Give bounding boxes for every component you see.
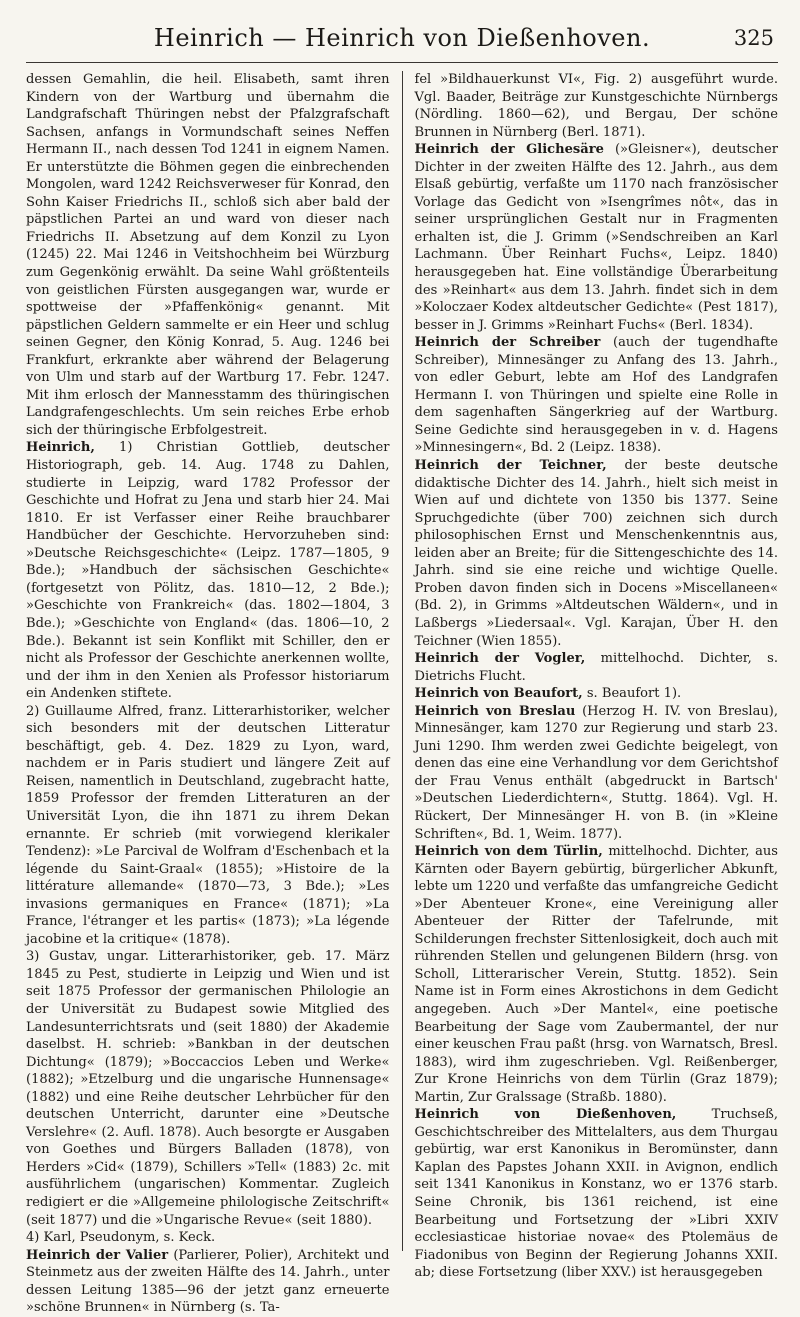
- paragraph-text: (»Gleisner«), deutscher Dichter in der zweiten Hälfte des 12. Jahrh., aus dem Elsaß gebürtig, verfaßte um 1170 nach französischer Vorlage das Gedicht von »Isengrîmes nôt«, das in seiner ursprünglichen Gestalt nur in Fragmenten erhalten ist, die J. Grimm (»Sendschreiben an Karl Lachmann. Über Reinhart Fuchs«, Leipz. 1840) herausgegeben hat. Eine vollständige Überarbeitung des »Reinhart« aus dem 13. Jahrh. findet sich in dem »Koloczaer Kodex altdeutscher Gedichte« (Pest 1817), besser in J. Grimms »Reinhart Fuchs« (Berl. 1834).: [414, 142, 778, 333]
- paragraph-text: der beste deutsche didaktische Dichter des 14. Jahrh., hielt sich meist in Wien auf und dichtete von 1350 bis 1377. Seine Spruchgedichte (über 700) zeichnen sich durch philosophischen Ernst und Menschenkenntnis aus, leiden aber an Breite; für die Sittengeschichte des 14. Jahrh. sind sie eine reiche und wichtige Quelle. Proben davon finden sich in Docens »Miscellaneen« (Bd. 2), in Grimms »Altdeutschen Wäldern«, und in Laßbergs »Liedersaal«. Vgl. Karajan, Über H. den Teichner (Wien 1855).: [414, 458, 778, 649]
- entry-headword: Heinrich,: [26, 440, 95, 456]
- paragraph-text: 3) Gustav, ungar. Litterarhistoriker, geb. 17. März 1845 zu Pest, studierte in Leipzig und Wien und ist seit 1875 Professor der germanischen Philologie an der Universität zu Budapest sowie Mitglied des Landesunterrichtsrats und (seit 1880) der Akademie daselbst. H. schrieb: »Bankban in der deutschen Dichtung« (1879); »Boccaccios Leben und Werke« (1882); »Etzelburg und die ungarische Hunnensage« (1882) und eine Reihe deutscher Lehrbücher für den deutschen Unterricht, darunter eine »Deutsche Verslehre« (2. Aufl. 1878). Auch besorgte er Ausgaben von Goethes und Bürgers Balladen (1878), von Herders »Cid« (1879), Schillers »Tell« (1883) 2c. mit ausführlichem (ungarischen) Kommentar. Zugleich redigiert er die »Allgemeine philologische Zeitschrift« (seit 1877) und die »Ungarische Revue« (seit 1880).: [26, 949, 390, 1228]
- paragraph-text: fel »Bildhauerkunst VI«, Fig. 2) ausgeführt wurde. Vgl. Baader, Beiträge zur Kunstgeschichte Nürnbergs (Nördling. 1860—62), und Bergau, Der schöne Brunnen in Nürnberg (Berl. 1871).: [414, 72, 778, 140]
- page-number: 325: [733, 26, 774, 50]
- paragraph-text: (Herzog H. IV. von Breslau), Minnesänger, kam 1270 zur Regierung und starb 23. Juni 1290. Ihm werden zwei Gedichte beigelegt, von denen das eine eine Verhandlung vor dem Gerichtshof der Frau Venus enthält (abgedruckt in Bartsch' »Deutschen Liederdichtern«, Stuttg. 1864). Vgl. H. Rückert, Der Minnesänger H. von B. (in »Kleine Schriften«, Bd. 1, Weim. 1877).: [414, 703, 778, 842]
- entry-headword: Heinrich von dem Türlin,: [414, 844, 603, 860]
- paragraph-text: (Parlierer, Polier), Architekt und Steinmetz aus der zweiten Hälfte des 14. Jahrh., unter dessen Leitung 1385—96 der jetzt ganz erneuerte »schöne Brunnen« in Nürnberg (s. Ta-: [26, 1247, 390, 1316]
- entry-headword: Heinrich von Dießenhoven,: [414, 1107, 677, 1123]
- paragraph-text: s. Beaufort 1).: [582, 686, 682, 702]
- paragraph: [415, 457, 779, 650]
- entry-headword: Heinrich der Glichesäre: [414, 142, 604, 158]
- entry-headword: Heinrich von Beaufort,: [414, 686, 583, 702]
- paragraph: [26, 1229, 390, 1247]
- page-header: [26, 18, 778, 63]
- paragraph-text: Truchseß, Geschichtschreiber des Mittelalters, aus dem Thurgau gebürtig, war erst Kanonikus in Beromünster, dann Kaplan des Papstes Johann XXII. in Avignon, endlich seit 1341 Kanonikus in Konstanz, wo er 1376 starb. Seine Chronik, bis 1361 reichend, ist eine Bearbeitung und Fortsetzung der »Libri XXIV ecclesiasticae historiae novae« des Ptolemäus de Fiadonibus von Beginn der Regierung Johanns XXII. ab; diese Fortsetzung (liber XXV.) ist herausgegeben: [414, 1107, 778, 1281]
- paragraph-text: mittelhochd. Dichter, s. Dietrichs Flucht.: [414, 651, 779, 684]
- running-title: Heinrich — Heinrich von Dießenhoven.: [153, 24, 651, 52]
- paragraph: [415, 334, 779, 457]
- entry-headword: Heinrich der Valier: [26, 1247, 169, 1263]
- paragraph-text: 1) Christian Gottlieb, deutscher Historiograph, geb. 14. Aug. 1748 zu Dahlen, studierte in Leipzig, ward 1782 Professor der Geschichte und Hofrat zu Jena und starb hier 24. Mai 1810. Er ist Verfasser einer Reihe brauchbarer Handbücher der Geschichte. Hervorzuheben sind: »Deutsche Reichsgeschichte« (Leipz. 1787—1805, 9 Bde.); »Handbuch der sächsischen Geschichte« (fortgesetzt von Pölitz, das. 1810—12, 2 Bde.); »Geschichte von Frankreich« (das. 1802—1804, 3 Bde.); »Geschichte von England« (das. 1806—10, 2 Bde.). Bekannt ist sein Konflikt mit Schiller, den er nicht als Professor der Geschichte anerkennen wollte, und der ihm in den Xenien als Professor historiarum ein Andenken stiftete.: [26, 440, 390, 702]
- paragraph: [415, 650, 779, 685]
- text-columns: [26, 71, 779, 1316]
- right-column: [414, 71, 779, 1281]
- entry-headword: Heinrich der Vogler,: [414, 651, 586, 667]
- paragraph: [415, 685, 779, 703]
- left-column: [26, 71, 390, 1316]
- paragraph-text: dessen Gemahlin, die heil. Elisabeth, samt ihren Kindern von der Wartburg und übernahm die Landgrafschaft Thüringen nebst der Pfalzgrafschaft Sachsen, anfangs in Vormundschaft seines Neffen Hermann II., nach dessen Tod 1241 in eignem Namen. Er unterstützte die Böhmen gegen die einbrechenden Mongolen, ward 1242 Reichsverweser für Konrad, den Sohn Kaiser Friedrichs II., schloß sich aber bald der päpstlichen Partei an und ward von dieser nach Friedrichs II. Absetzung auf dem Konzil zu Lyon (1245) 22. Mai 1246 in Veitshochheim bei Würzburg zum Gegenkönig erwählt. Da seine Wahl größtenteils von geistlichen Fürsten ausgegangen war, wurde er spottweise der »Pfaffenkönig« genannt. Mit päpstlichen Geldern sammelte er ein Heer und schlug seinen Gegner, den König Konrad, 5. Aug. 1246 bei Frankfurt, erkrankte aber während der Belagerung von Ulm und starb auf der Wartburg 17. Febr. 1247. Mit ihm erlosch der Mannesstamm des thüringischen Landgrafengeschlechts. Um sein reiches Erbe erhob sich der thüringische Erbfolgestreit.: [26, 72, 390, 438]
- paragraph: [415, 703, 779, 843]
- paragraph: [26, 703, 390, 949]
- entry-headword: Heinrich der Schreiber: [414, 335, 601, 351]
- paragraph: [26, 948, 390, 1229]
- paragraph: [26, 1247, 390, 1317]
- paragraph-text: (auch der tugendhafte Schreiber), Minnesänger zu Anfang des 13. Jahrh., von edler Geburt, lebte am Hof des Landgrafen Hermann I. von Thüringen und spielte eine Rolle in dem sagenhaften Sängerkrieg auf der Wartburg. Seine Gedichte sind herausgegeben in v. d. Hagens »Minnesingern«, Bd. 2 (Leipz. 1838).: [414, 335, 778, 456]
- entry-headword: Heinrich der Teichner,: [414, 458, 607, 474]
- paragraph: [415, 141, 779, 334]
- paragraph: [415, 71, 779, 141]
- paragraph-text: 2) Guillaume Alfred, franz. Litterarhistoriker, welcher sich besonders mit der deutschen Litteratur beschäftigt, geb. 4. Dez. 1829 zu Lyon, ward, nachdem er in Paris studiert und längere Zeit auf Reisen, namentlich in Deutschland, zugebracht hatte, 1859 Professor der fremden Litteraturen an der Universität Lyon, die ihn 1871 zu ihrem Dekan ernannte. Er schrieb (mit vorwiegend klerikaler Tendenz): »Le Parcival de Wolfram d'Eschenbach et la légende du Saint-Graal« (1855); »Histoire de la littérature allemande« (1870—73, 3 Bde.); »Les invasions germaniques en France« (1871); »La France, l'étranger et les partis« (1873); »La légende jacobine et la critique« (1878).: [26, 703, 390, 947]
- paragraph-text: 4) Karl, Pseudonym, s. Keck.: [26, 1230, 216, 1246]
- column-divider: [402, 71, 403, 1251]
- paragraph-text: mittelhochd. Dichter, aus Kärnten oder Bayern gebürtig, bürgerlicher Abkunft, lebte um 1220 und verfaßte das umfangreiche Gedicht »Der Abenteuer Krone«, eine Vereinigung aller Abenteuer der Ritter der Tafelrunde, mit Schilderungen frechster Sittenlosigkeit, doch auch mit rührenden Stellen und gelungenen Bildern (hrsg. von Scholl, Litterarischer Verein, Stuttg. 1852). Sein Name ist in Form eines Akrostichons in dem Gedicht angegeben. Auch »Der Mantel«, eine poetische Bearbeitung der Sage vom Zaubermantel, der nur einer keuschen Frau paßt (hrsg. von Warnatsch, Bresl. 1883), wird ihm zugeschrieben. Vgl. Reißenberger, Zur Krone Heinrichs von dem Türlin (Graz 1879); Martin, Zur Gralssage (Straßb. 1880).: [414, 844, 778, 1105]
- paragraph: [415, 1106, 779, 1281]
- paragraph: [26, 439, 390, 702]
- paragraph: [26, 71, 390, 439]
- entry-headword: Heinrich von Breslau: [414, 703, 576, 719]
- paragraph: [415, 843, 779, 1106]
